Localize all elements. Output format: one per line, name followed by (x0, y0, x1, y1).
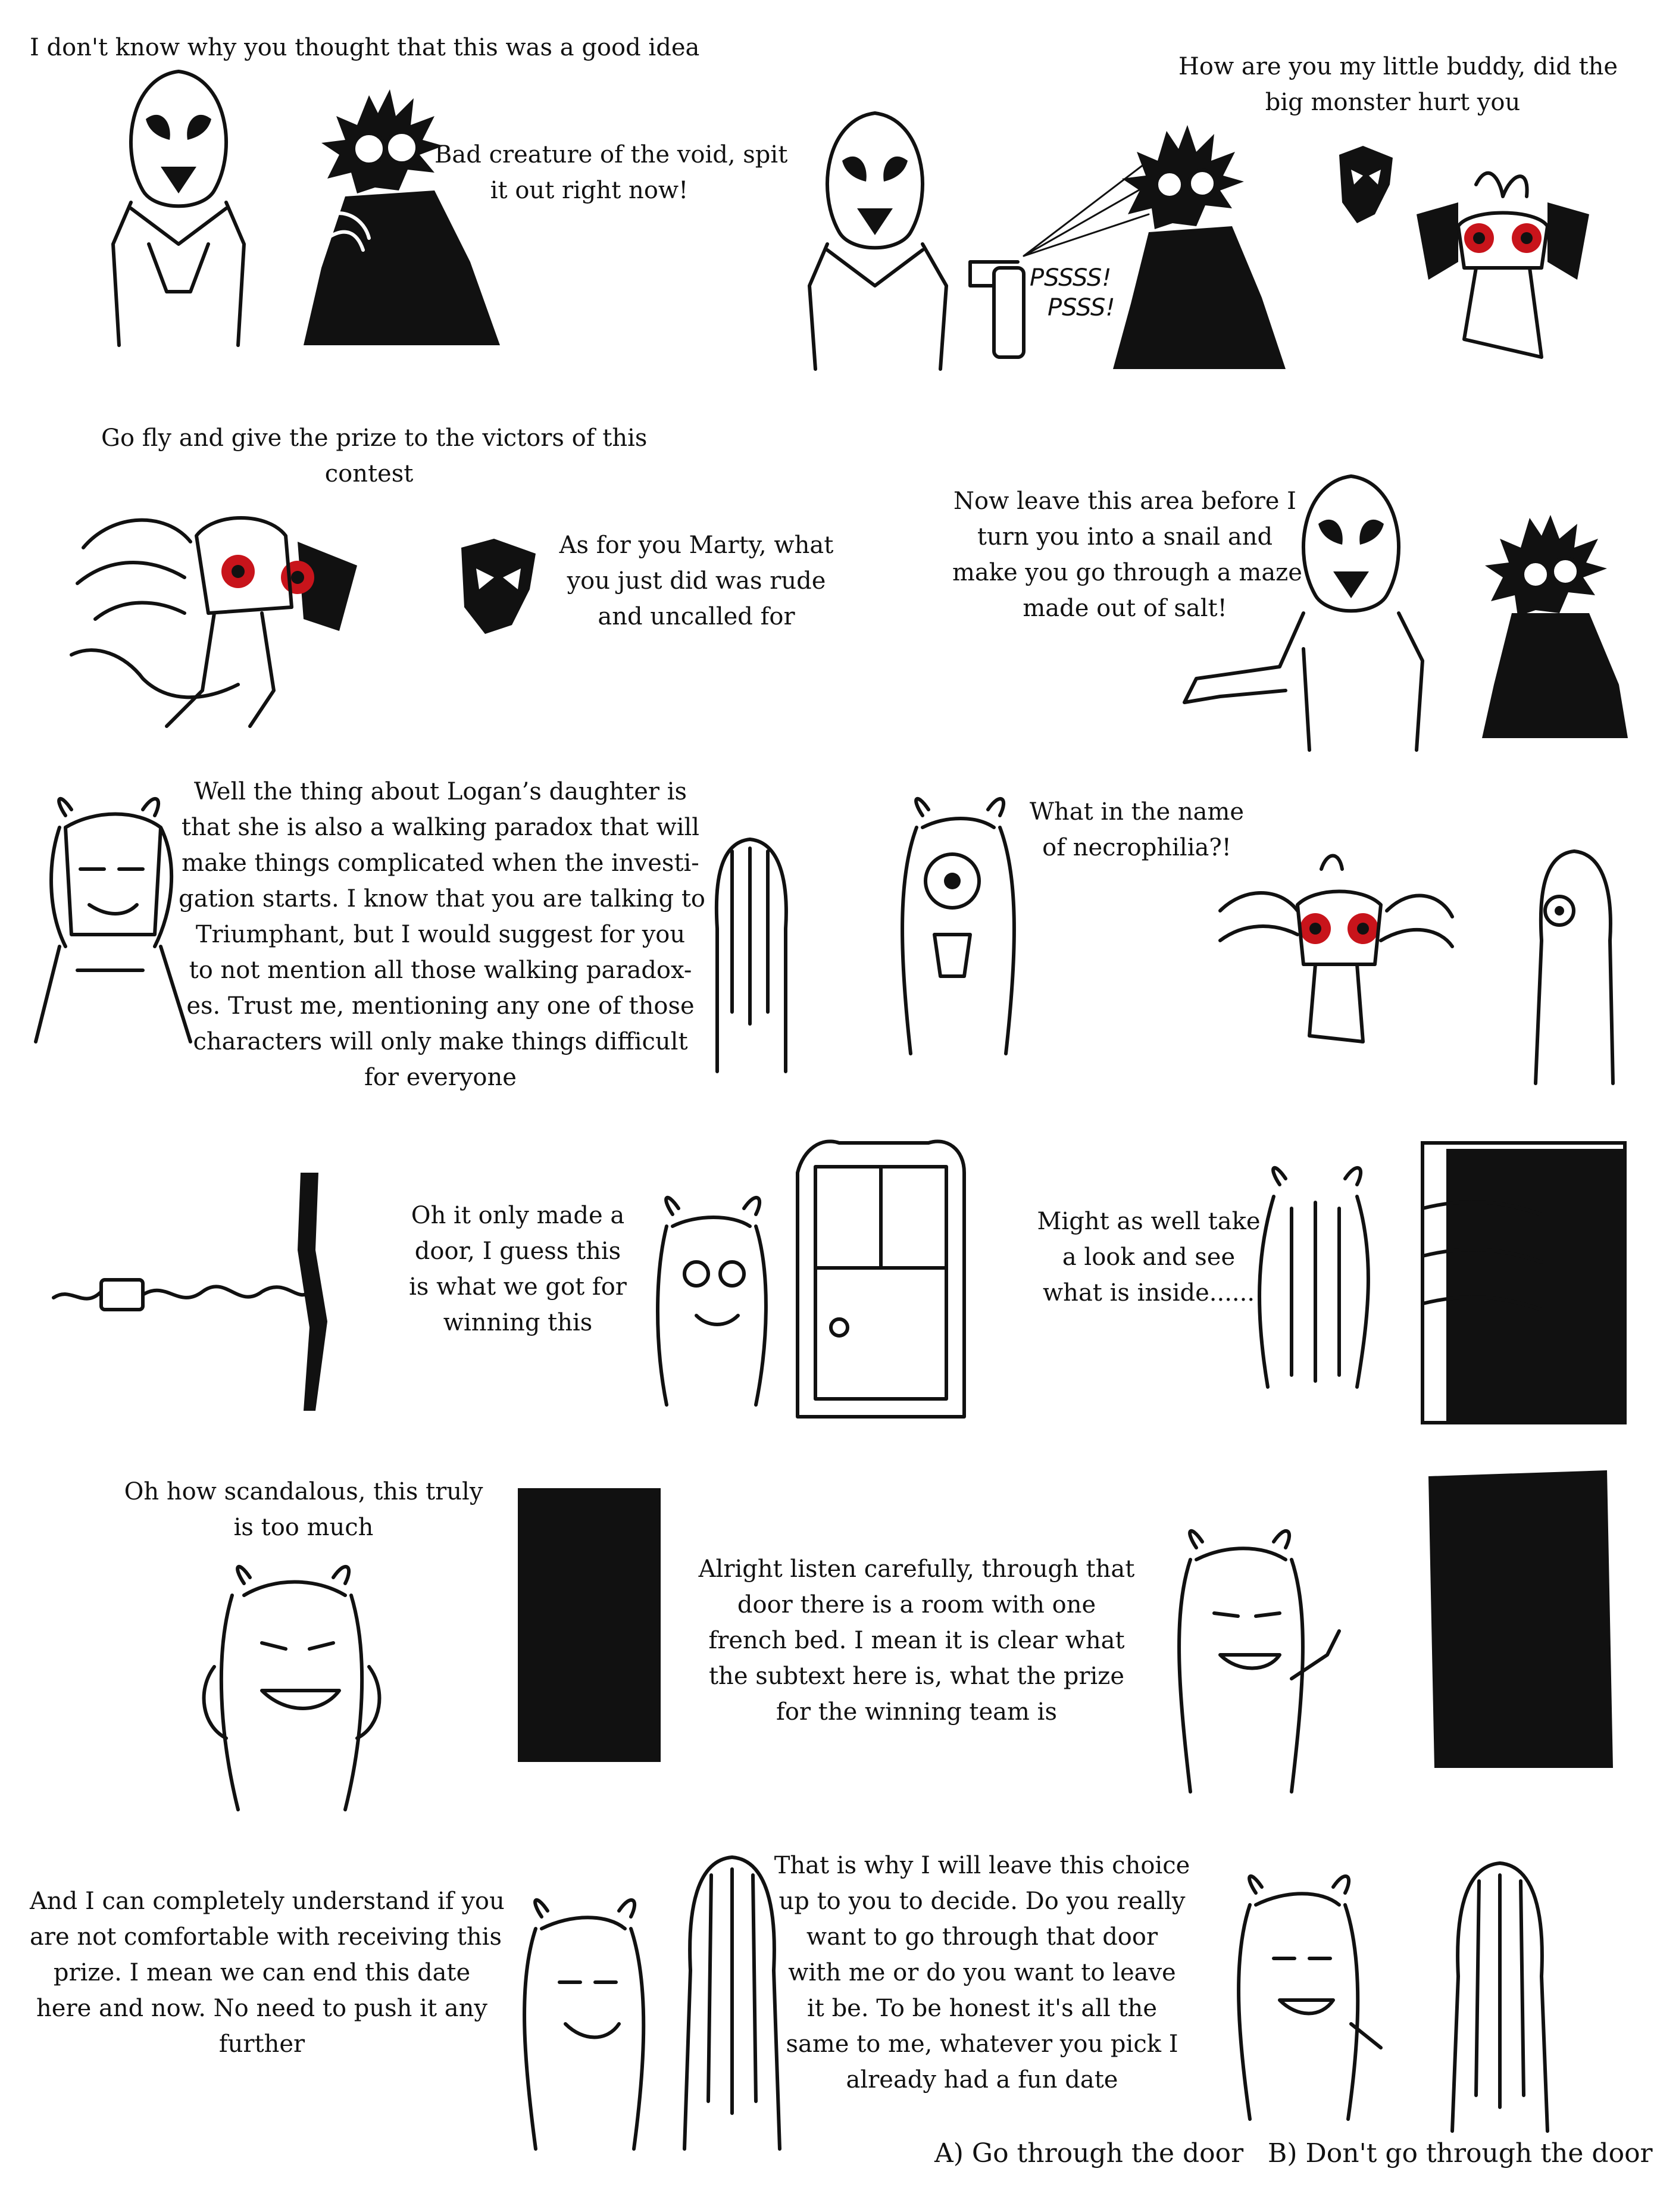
caption-line: it be. To be honest it's all the (806, 1995, 1157, 2022)
caption-line: prize. I mean we can end this date (53, 1959, 471, 1986)
caption-line: es. Trust me, mentioning any one of those (186, 992, 695, 1020)
magic-beam-illustration (48, 1167, 333, 1417)
horned-girl-scandalized-illustration (190, 1560, 393, 1839)
caption-line: to not mention all those walking paradox- (189, 957, 692, 984)
caption-line: door, I guess this (414, 1238, 621, 1265)
red-eyed-bat-creature-illustration (1405, 161, 1601, 375)
caption-line: you just did was rude (567, 567, 826, 595)
caption-line: door there is a room with one (737, 1591, 1096, 1619)
caption-panel-11 (101, 1474, 506, 1545)
caption-panel-9 (393, 1198, 643, 1341)
caption-panel-13 (30, 1883, 505, 2062)
caption-panel-10 (1024, 1204, 1274, 1311)
caption-panel-1 (30, 30, 699, 65)
horned-girl-illustration (24, 792, 202, 1042)
flying-bat-creature-illustration (60, 476, 369, 738)
long-haired-figure-illustration (702, 833, 798, 1071)
caption-line: big monster hurt you (1265, 89, 1521, 116)
choice-b-dont-go-through-door[interactable]: B) Don't go through the door (1268, 2138, 1653, 2169)
caption-line: already had a fun date (846, 2066, 1118, 2094)
horned-girl-gesturing-illustration (1161, 1524, 1345, 1792)
caption-line: What in the name (1029, 798, 1245, 826)
caption-line: Well the thing about Logan’s daughter is (193, 778, 687, 805)
caption-line: make things complicated when the investi- (182, 849, 699, 877)
caption-line: for the winning team is (776, 1698, 1057, 1726)
caption-line: How are you my little buddy, did the (1178, 53, 1618, 80)
caption-line: further (218, 2030, 305, 2058)
caption-line: the subtext here is, what the prize (708, 1663, 1125, 1690)
horned-girl-smiling-illustration (506, 1893, 661, 2149)
caption-line: Go fly and give the prize to the victors of this (101, 424, 648, 452)
caption-panel-12 (690, 1551, 1143, 1730)
caption-line: Oh it only made a (411, 1202, 625, 1229)
caption-line: is too much (233, 1514, 374, 1541)
caption-line: is what we got for (409, 1273, 627, 1301)
caption-line: here and now. No need to push it any (36, 1995, 487, 2022)
masked-figure-illustration (95, 65, 262, 345)
long-haired-figure-right-illustration (1524, 845, 1625, 1083)
caption-panel-3 (1178, 49, 1618, 120)
caption-line: with me or do you want to leave (788, 1959, 1176, 1986)
caption-line: That is why I will leave this choice (774, 1852, 1190, 1879)
caption-line: want to go through that door (806, 1923, 1158, 1951)
caption-line: characters will only make things difficult (193, 1028, 688, 1055)
long-haired-figure-back-illustration (673, 1851, 792, 2149)
caption-line: Bad creature of the void, spit (434, 141, 788, 168)
opening-dark-door-illustration (1244, 1137, 1637, 1429)
caption-line: Oh how scandalous, this truly (124, 1478, 483, 1505)
choice-a-go-through-door[interactable]: A) Go through the door (934, 2138, 1244, 2169)
small-mask-emblem-icon (1333, 143, 1399, 226)
caption-line: Triumphant, but I would suggest for you (195, 921, 686, 948)
sfx-pssss: PSSSS! (1030, 264, 1112, 292)
mask-emblem-icon (452, 536, 542, 637)
caption-line: up to you to decide. Do you really (779, 1888, 1186, 1915)
caption-line: a look and see (1062, 1244, 1236, 1271)
caption-line: that she is also a walking paradox that will (181, 814, 700, 841)
caption-panel-7 (179, 774, 705, 1095)
caption-line: Alright listen carefully, through that (698, 1555, 1135, 1583)
black-doorway-right-illustration (1417, 1464, 1619, 1774)
horned-girl-worried-illustration (643, 1191, 780, 1405)
caption-line: made out of salt! (1023, 595, 1227, 622)
masked-figure-spraying-illustration (792, 107, 1042, 369)
caption-line: for everyone (364, 1064, 517, 1091)
caption-line: contest (324, 460, 414, 488)
caption-line: it out right now! (490, 177, 689, 204)
black-doorway-illustration (512, 1482, 667, 1768)
caption-line: Now leave this area before I (953, 488, 1296, 515)
startled-bat-creature-illustration (1208, 845, 1458, 1060)
void-creature-illustration (280, 83, 506, 351)
caption-line: I don't know why you thought that this was a good idea (30, 34, 700, 61)
caption-line: And I can completely understand if you (30, 1888, 505, 1915)
masked-figure-pointing-illustration (1184, 470, 1518, 750)
void-creature-standing-illustration (1470, 512, 1631, 738)
caption-line: make you go through a maze (952, 559, 1302, 586)
sfx-psss: PSSS! (1048, 294, 1115, 321)
caption-line: what is inside...... (1042, 1279, 1255, 1307)
long-haired-figure-back-right-illustration (1440, 1857, 1559, 2131)
horned-one-eyed-figure-illustration (887, 792, 1024, 1054)
caption-line: gation starts. I know that you are talking to (179, 885, 705, 913)
caption-line: Might as well take (1037, 1208, 1261, 1235)
caption-line: are not comfortable with receiving this (30, 1923, 502, 1951)
closed-door-illustration (792, 1125, 970, 1423)
caption-line: winning this (443, 1309, 593, 1336)
void-creature-flinching-illustration (1095, 119, 1292, 369)
caption-panel-14 (768, 1848, 1196, 2098)
caption-line: same to me, whatever you pick I (786, 2030, 1178, 2058)
caption-panel-5 (548, 527, 845, 635)
caption-line: As for you Marty, what (559, 532, 834, 559)
caption-line: and uncalled for (598, 603, 795, 630)
caption-line: of necrophilia?! (1042, 834, 1231, 861)
caption-line: turn you into a snail and (977, 523, 1273, 551)
horned-girl-grinning-illustration (1214, 1869, 1387, 2119)
caption-line: french bed. I mean it is clear what (708, 1627, 1125, 1654)
